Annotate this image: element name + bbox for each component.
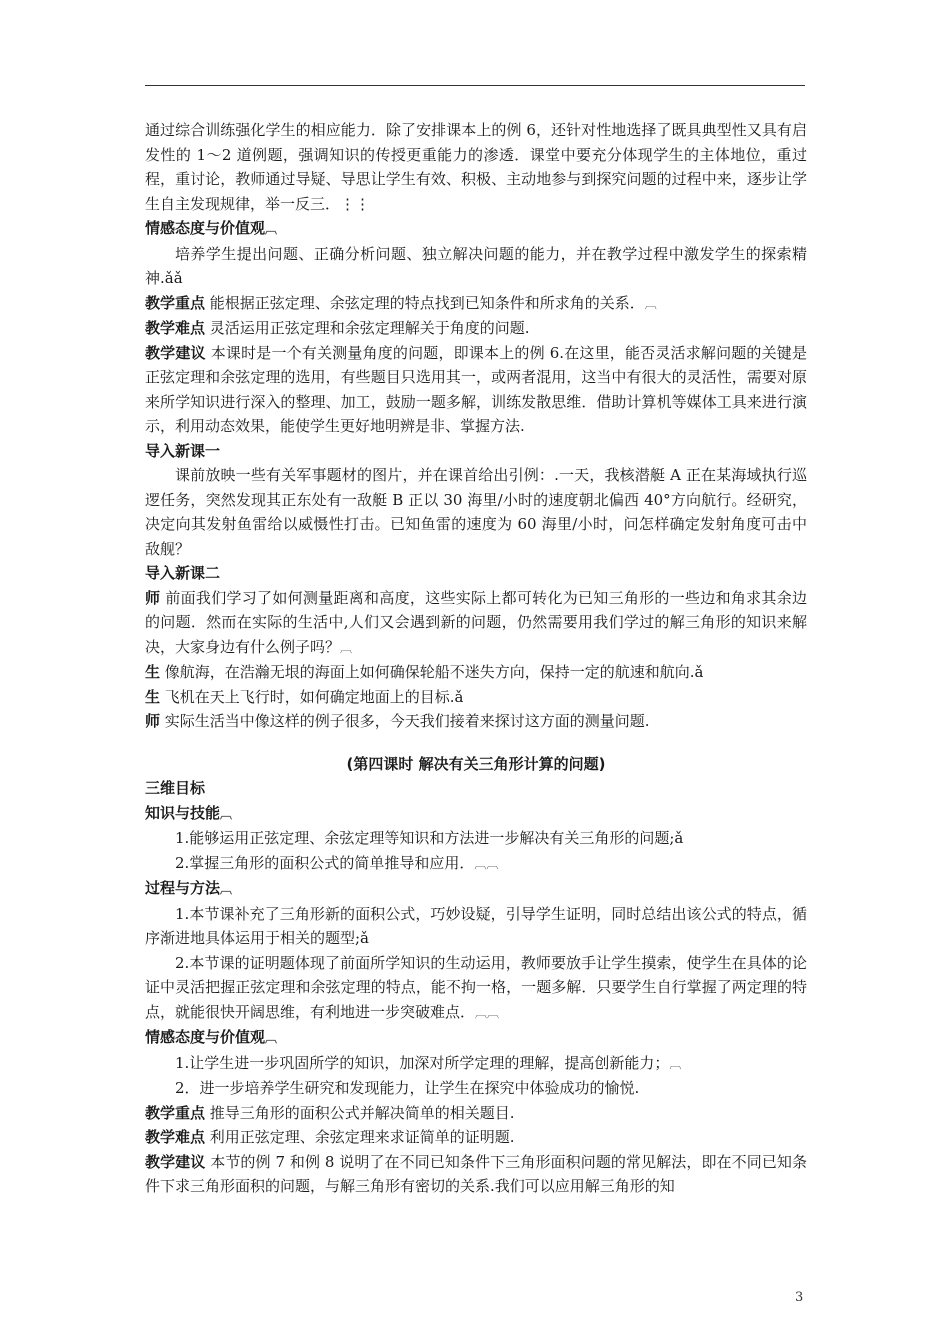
section-heading	[145, 439, 807, 464]
paragraph-text: 本节的例 7 和例 8 说明了在不同已知条件下三角形面积问题的常见解法，即在不同已知条件下求三角形面积的问题，与解三角形有密切的关系.我们可以应用解三角形的知	[145, 1152, 807, 1195]
paragraph-text: 像航海，在浩瀚无垠的海面上如何确保轮船不迷失方向，保持一定的航速和航向.ǎ	[160, 663, 704, 681]
section-heading	[145, 1025, 807, 1051]
dialogue-student	[145, 685, 807, 710]
paragraph-text: 推导三角形的面积公式并解决简单的相关题目.	[205, 1103, 515, 1122]
heading-text: 知识与技能	[145, 803, 221, 822]
paragraph-text: 本课时是一个有关测量角度的问题，即课本上的例 6.在这里，能否灵活求解问题的关键是正弦定理和余弦定理的选用，有些题目只选用其一，或两者混用，这当中有很大的灵活性，需要对原来所学知识进行深入的整理、加工，鼓励一题多解，训练发散思维．借助计算机等媒体工具来进行演示，利用动态效果，能使学生更好地明辨是非、掌握方法.	[145, 343, 807, 435]
document-body	[145, 118, 807, 1199]
mark-glyph: ︹	[265, 222, 278, 236]
paragraph-label: 教学建议	[145, 1152, 206, 1171]
list-item	[145, 1076, 807, 1101]
paragraph-label: 教学难点	[145, 319, 206, 337]
mark-glyph: ︹	[220, 882, 233, 896]
mark-glyph: ︹	[265, 1031, 278, 1045]
paragraph	[145, 463, 807, 561]
paragraph-label: 教学建议	[145, 343, 206, 362]
paragraph-text: 1.本节课补充了三角形新的面积公式，巧妙设疑，引导学生证明，同时总结出该公式的特点，循序渐进地具体运用于相关的题型;ǎ	[145, 904, 807, 947]
paragraph-text: 实际生活当中像这样的例子很多，今天我们接着来探讨这方面的测量问题.	[160, 712, 650, 730]
labeled-paragraph	[145, 1125, 807, 1150]
speaker-label: 师	[145, 712, 161, 730]
speaker-label: 师	[145, 588, 161, 607]
speaker-label: 生	[145, 687, 161, 706]
section-heading	[145, 561, 807, 586]
section-heading	[145, 776, 807, 801]
mark-glyph: ︹	[644, 296, 657, 311]
list-item	[145, 851, 807, 877]
labeled-paragraph	[145, 291, 807, 317]
heading-text: 导入新课一	[145, 441, 221, 460]
list-item	[145, 1051, 807, 1077]
paragraph	[145, 118, 807, 216]
dialogue-teacher	[145, 709, 807, 734]
paragraph-text: 1.让学生进一步巩固所学的知识，加深对所学定理的理解，提高创新能力；	[175, 1053, 670, 1072]
lesson-title	[145, 752, 807, 777]
paragraph-label: 教学重点	[145, 1103, 206, 1122]
mark-glyph: ︹	[220, 806, 233, 821]
mark-glyph: ︹	[340, 640, 353, 655]
dialogue-teacher	[145, 586, 807, 661]
labeled-paragraph	[145, 1101, 807, 1126]
heading-text: 导入新课二	[145, 564, 221, 582]
labeled-paragraph	[145, 1150, 807, 1199]
paragraph-text: 课前放映一些有关军事题材的图片，并在课首给出引例：.一天，我核潜艇 A 正在某海域执行巡逻任务，突然发现其正东处有一敌艇 B 正以 30 海里/小时的速度朝北偏西 40°方向航行。经研究，决定向其发射鱼雷给以威慑性打击。已知鱼雷的速度为 60 海里/小时，问怎样确定发射角度可击中敌舰？	[145, 466, 807, 558]
paragraph-label: 教学重点	[145, 293, 206, 312]
paragraph	[145, 242, 807, 291]
speaker-label: 生	[145, 663, 161, 681]
paragraph-text: 前面我们学习了如何测量距离和高度，这些实际上都可转化为已知三角形的一些边和角求其余边的问题．然而在实际的生活中,人们又会遇到新的问题，仍然需要用我们学过的解三角形的知识来解决，大家身边有什么例子吗？	[145, 588, 807, 656]
heading-text: 情感态度与价值观	[145, 219, 266, 237]
labeled-paragraph	[145, 316, 807, 341]
page-number: 3	[795, 1290, 804, 1305]
labeled-paragraph	[145, 341, 807, 439]
mark-glyph: ︹	[669, 1056, 682, 1071]
list-item	[145, 902, 807, 951]
paragraph-text: 利用正弦定理、余弦定理来求证简单的证明题.	[205, 1128, 515, 1146]
list-item	[145, 826, 807, 851]
paragraph-text: 2.本节课的证明题体现了前面所学知识的生动运用，教师要放手让学生摸索，使学生在具体的论证中灵活把握正弦定理和余弦定理的特点，能不拘一格，一题多解．只要学生自行掌握了两定理的特点，就能很快开阔思维，有利地进一步突破难点．	[145, 953, 807, 1021]
paragraph-label: 教学难点	[145, 1128, 206, 1146]
heading-text: 三维目标	[145, 779, 206, 797]
paragraph-text: 飞机在天上飞行时，如何确定地面上的目标.ǎ	[160, 687, 464, 706]
paragraph-text: 能根据正弦定理、余弦定理的特点找到已知条件和所求角的关系．	[205, 293, 645, 312]
heading-text: 情感态度与价值观	[145, 1028, 266, 1046]
section-heading	[145, 216, 807, 242]
lesson-title-text: (第四课时 解决有关三角形计算的问题)	[346, 754, 606, 773]
paragraph-text: 通过综合训练强化学生的相应能力．除了安排课本上的例 6，还针对性地选择了既具典型性又具有启发性的 1～2 道例题，强调知识的传授更重能力的渗透．课堂中要充分体现学生的主体地位，重过程，重讨论，教师通过导疑、导思让学生有效、积极、主动地参与到探究问题的过程中来，逐步让学生自主发现规律，举一反三．⋮⋮	[145, 121, 807, 213]
paragraph-text: 2.掌握三角形的面积公式的简单推导和应用．	[175, 853, 475, 872]
paragraph-text: 1.能够运用正弦定理、余弦定理等知识和方法进一步解决有关三角形的问题;ǎ	[175, 829, 684, 847]
dialogue-student	[145, 660, 807, 685]
section-heading	[145, 876, 807, 902]
paragraph-text: 2．进一步培养学生研究和发现能力，让学生在探究中体验成功的愉悦.	[175, 1079, 640, 1097]
heading-text: 过程与方法	[145, 879, 221, 897]
mark-glyph: ︹︹	[475, 1005, 500, 1020]
list-item	[145, 951, 807, 1026]
section-heading	[145, 801, 807, 827]
header-rule	[145, 85, 805, 86]
paragraph-text: 灵活运用正弦定理和余弦定理解关于角度的问题.	[205, 319, 530, 337]
paragraph-text: 培养学生提出问题、正确分析问题、独立解决问题的能力，并在教学过程中激发学生的探索精神.ǎǎ	[145, 244, 807, 287]
mark-glyph: ︹︹	[474, 856, 499, 871]
